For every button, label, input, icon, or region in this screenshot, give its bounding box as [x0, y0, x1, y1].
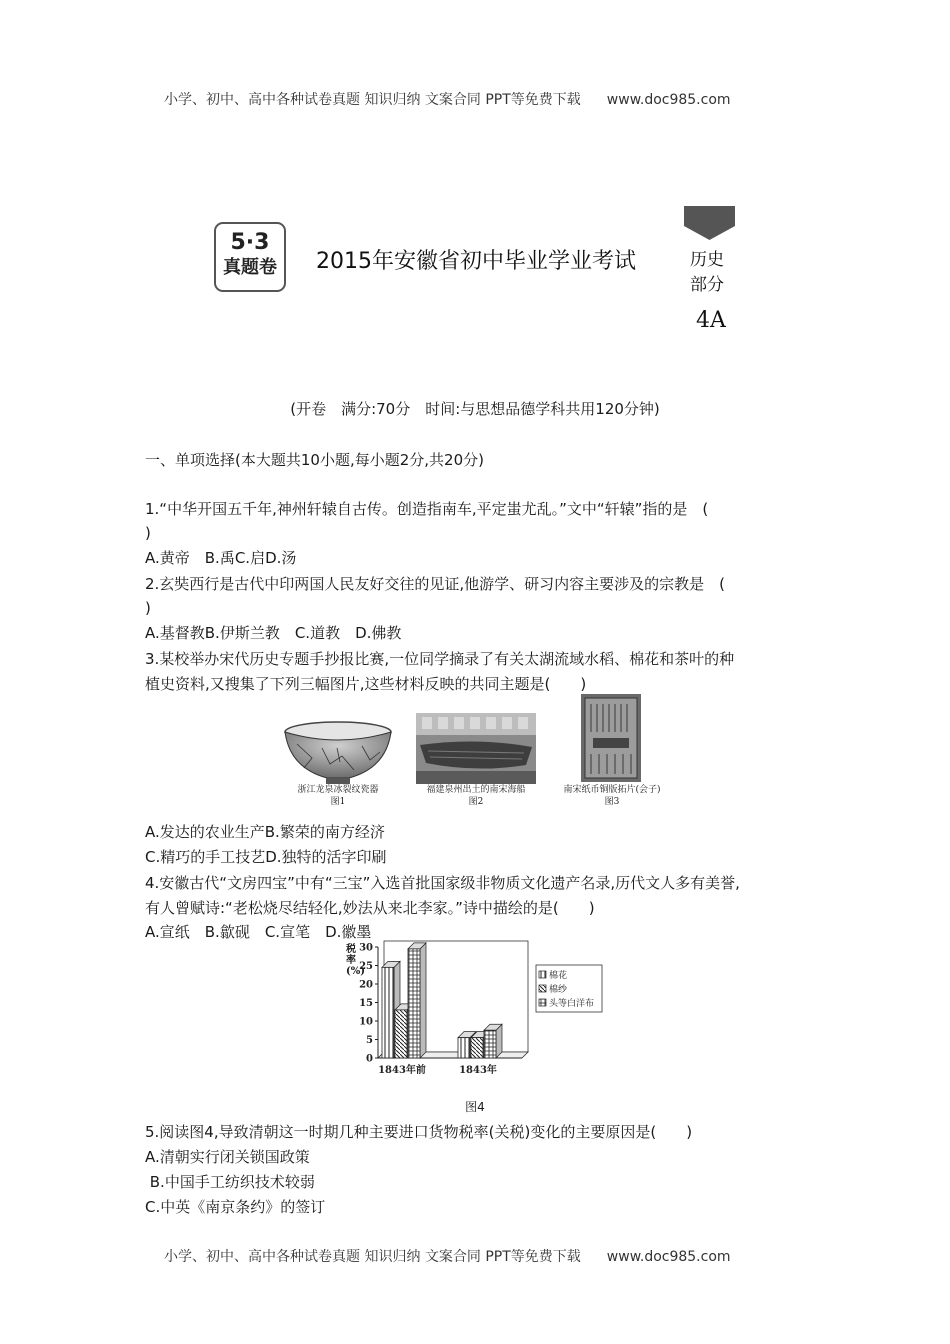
q4-stem-line2 [145, 896, 595, 920]
chart-legend-swatch [539, 985, 546, 992]
header-bar [164, 89, 731, 109]
chart-category-label: 1843年前 [378, 1065, 426, 1076]
footer-text: 小学、初中、高中各种试卷真题 知识归纳 文案合同 PPT等免费下载 [164, 1249, 581, 1265]
q5-option-b: B.中国手工纺织技术较弱 [145, 1173, 315, 1191]
chart-bar-0-0 [382, 967, 394, 1058]
logo-line1: 5·3 [230, 230, 270, 255]
figure3-banknote-rubbing [581, 694, 641, 782]
chart-legend-label: 棉花 [549, 971, 568, 981]
figure2-caption: 福建泉州出土的南宋海船 [426, 785, 526, 795]
section-title: 一、单项选择(本大题共10小题,每小题2分,共20分) [145, 451, 484, 469]
chart-bar-1-0 [458, 1038, 470, 1058]
chart-bar-1-1 [471, 1038, 483, 1058]
q4-stem-text: 有人曾赋诗:“老松烧尽结轻化,妙法从来北李家。”诗中描绘的是( [145, 899, 559, 917]
figure1-caption-block [282, 784, 394, 808]
figure1-label: 图1 [330, 797, 346, 807]
q4-close: ) [588, 899, 595, 917]
q4-options: A.宣纸 B.歙砚 C.宣笔 D.徽墨 [145, 923, 372, 941]
q3-options-line1: A.发达的农业生产B.繁荣的南方经济 [145, 823, 385, 841]
logo-53-badge [214, 222, 286, 292]
chart-y-tick-label: 25 [359, 961, 373, 972]
chart-bar-0-2 [408, 949, 420, 1058]
figure3-caption-block [556, 784, 668, 808]
figure1-porcelain-bowl [282, 718, 394, 786]
q5-stem [145, 1120, 692, 1144]
q2-close: ) [145, 599, 151, 617]
footer-bar [164, 1246, 731, 1266]
paper-code: 4A [696, 308, 726, 333]
footer-url[interactable]: www.doc985.com [606, 1249, 731, 1265]
header-text: 小学、初中、高中各种试卷真题 知识归纳 文案合同 PPT等免费下载 [164, 92, 581, 108]
q3-stem-text: 植史资料,又搜集了下列三幅图片,这些材料反映的共同主题是( [145, 675, 551, 693]
q1-stem: 1.“中华开国五千年,神州轩辕自古传。创造指南车,平定蚩尤乱。”文中“轩辕”指的是 ( [145, 500, 709, 518]
subject-line1: 历史 [690, 250, 724, 270]
subject-label [690, 248, 724, 298]
chart-legend-label: 头等白洋布 [549, 999, 595, 1009]
q3-stem-line2 [145, 672, 586, 696]
header-url[interactable]: www.doc985.com [606, 92, 731, 108]
exam-title: 2015年安徽省初中毕业学业考试 [316, 249, 636, 274]
chart-bar-0-1 [395, 1010, 407, 1058]
chart-y-tick-label: 10 [359, 1016, 373, 1028]
chart-y-tick-label: 0 [366, 1053, 373, 1065]
q5-option-a: A.清朝实行闭关锁国政策 [145, 1148, 310, 1166]
triangle-marker-icon [684, 206, 736, 240]
chart-y-tick-label: 20 [359, 979, 373, 991]
chart-legend-label: 棉纱 [549, 985, 568, 995]
q1-close: ) [145, 524, 151, 542]
figure4-tariff-chart [340, 938, 610, 1086]
logo-line2: 真题卷 [223, 257, 277, 278]
figure3-caption: 南宋纸币铜版拓片(会子) [563, 785, 661, 795]
figure2-song-ship [416, 713, 536, 784]
figure1-caption: 浙江龙泉冰裂纹瓷器 [297, 785, 379, 795]
chart-legend-swatch [539, 971, 546, 978]
chart-ylabel: 税率(%) [346, 944, 365, 977]
q4-stem-line1: 4.安徽古代“文房四宝”中有“三宝”入选首批国家级非物质文化遗产名录,历代文人多有美誉, [145, 874, 740, 892]
q5-option-c: C.中英《南京条约》的签订 [145, 1198, 326, 1216]
chart-bar-1-2 [484, 1030, 496, 1058]
figure2-caption-block [410, 784, 542, 808]
subject-line2: 部分 [690, 275, 724, 295]
q2-options: A.基督教B.伊斯兰教 C.道教 D.佛教 [145, 624, 402, 642]
q1-options: A.黄帝 B.禹C.启D.汤 [145, 549, 297, 567]
q5-stem-text: 5.阅读图4,导致清朝这一时期几种主要进口货物税率(关税)变化的主要原因是( [145, 1123, 657, 1141]
chart-y-tick-label: 15 [359, 998, 373, 1009]
q3-close: ) [580, 675, 587, 693]
figure2-label: 图2 [468, 797, 484, 807]
q3-stem-line1: 3.某校举办宋代历史专题手抄报比赛,一位同学摘录了有关太湖流域水稻、棉花和茶叶的种 [145, 650, 735, 668]
chart-legend-swatch [539, 999, 546, 1006]
figure3-label: 图3 [604, 797, 620, 807]
chart-bar-side [420, 943, 426, 1058]
q5-close: ) [686, 1123, 693, 1141]
chart-caption: 图4 [465, 1100, 485, 1114]
exam-info: (开卷 满分:70分 时间:与思想品德学科共用120分钟) [290, 400, 660, 418]
chart-y-tick-label: 30 [359, 942, 373, 954]
q3-options-line2: C.精巧的手工技艺D.独特的活字印刷 [145, 848, 387, 866]
q2-stem: 2.玄奘西行是古代中印两国人民友好交往的见证,他游学、研习内容主要涉及的宗教是 ( [145, 575, 725, 593]
chart-category-label: 1843年 [459, 1065, 497, 1076]
chart-y-tick-label: 5 [366, 1035, 373, 1046]
